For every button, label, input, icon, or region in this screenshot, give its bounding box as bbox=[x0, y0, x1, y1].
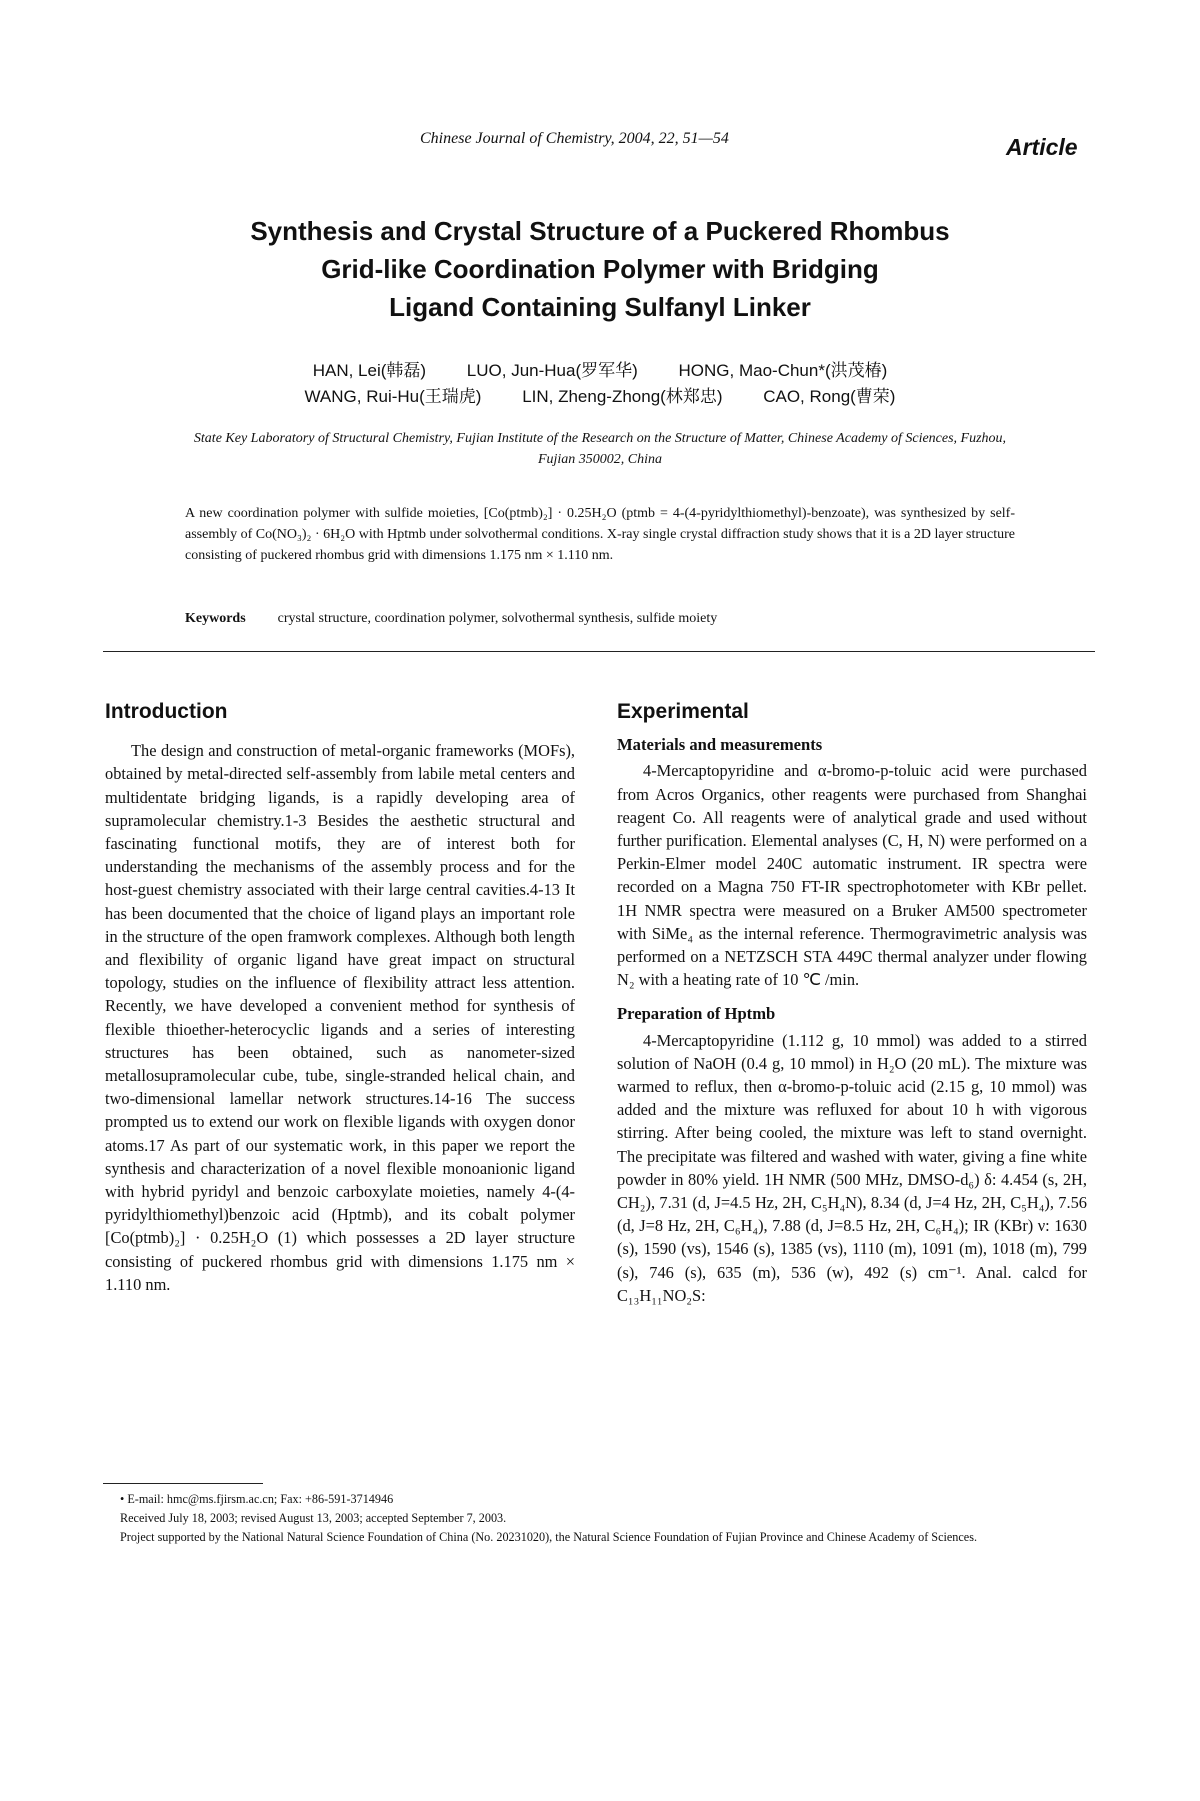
journal-citation: Chinese Journal of Chemistry, 2004, 22, 51—54 bbox=[420, 130, 729, 147]
author: LUO, Jun-Hua(罗军华) bbox=[466, 361, 638, 380]
author: WANG, Rui-Hu(王瑞虎) bbox=[304, 387, 482, 406]
affiliation: State Key Laboratory of Structural Chemistry, Fujian Institute of the Research on the Structure of Matter, Chinese Academy of Sciences, Fuzhou, Fujian 350002, China bbox=[193, 431, 1007, 467]
author: HONG, Mao-Chun*(洪茂椿) bbox=[678, 361, 888, 380]
footnote-funding: Project supported by the National Natural Science Foundation of China (No. 20231020), the Natural Science Foundation of Fujian Province and Chinese Academy of Sciences. bbox=[120, 1530, 977, 1544]
introduction-text: The design and construction of metal-organic frameworks (MOFs), obtained by metal-directed self-assembly from labile metal centers and multidentate bridging ligands, is a rapidly developing area of supramolecular chemistry.1-3 Besides the aesthetic structural and fascinating functional motifs, they are of interest both for understanding the mechanisms of the assembly process and for the host-guest chemistry associated with their large central cavities.4-13 It has been documented that the choice of ligand plays an important role in the structure of the open framwork complexes. Although both length and flexibility of organic ligand have great impact on structural topology, studies on the influence of flexibility attract less attention. Recently, we have developed a convenient method for synthesis of flexible thioether-heterocyclic ligands and a series of interesting structures has been obtained, such as nanometer-sized metallosupramolecular cube, tube, single-stranded helical chain, and two-dimensional lamellar network structures.14-16 The success prompted us to extend our work on flexible ligands with oxygen donor atoms.17 As part of our systematic work, in this paper we report the synthesis and characterization of a novel flexible monoanionic ligand with hybrid pyridyl and benzoic carboxylate moieties, namely 4-(4-pyridylthiomethyl)benzoic acid (Hptmb), and its cobalt polymer [Co(ptmb)₂] · 0.25H₂O (1) which possesses a 2D layer structure consisting of puckered rhombus grid with dimensions 1.175 nm × 1.110 nm. bbox=[105, 741, 575, 1294]
keywords bbox=[185, 611, 1015, 627]
author-row-2 bbox=[150, 384, 1050, 410]
introduction-section bbox=[105, 700, 575, 1296]
materials-text: 4-Mercaptopyridine and α-bromo-p-toluic acid were purchased from Acros Organics, other reagents were purchased from Shanghai reagent Co. All reagents were of analytical grade and used without further purification. Elemental analyses (C, H, N) were performed on a Perkin-Elmer model 240C automatic instrument. IR spectra were recorded on a Magna 750 FT-IR spectrophotometer with KBr pellet. 1H NMR spectra were measured on a Bruker AM500 spectrometer with SiMe₄ as the internal reference. Thermogravimetric analysis was performed on a NETZSCH STA 449C thermal analyzer under flowing N₂ with a heating rate of 10 ℃ /min. bbox=[617, 761, 1087, 990]
author-list bbox=[150, 358, 1050, 410]
author: HAN, Lei(韩磊) bbox=[312, 361, 427, 380]
experimental-section bbox=[617, 700, 1087, 1307]
footnote-divider bbox=[103, 1483, 263, 1484]
materials-subheading: Materials and measurements bbox=[617, 735, 823, 755]
author: LIN, Zheng-Zhong(林郑忠) bbox=[522, 387, 723, 406]
author-row-1 bbox=[150, 358, 1050, 384]
title-line-2: Grid-like Coordination Polymer with Bridging bbox=[321, 254, 879, 284]
preparation-subheading: Preparation of Hptmb bbox=[617, 1004, 776, 1024]
experimental-heading: Experimental bbox=[617, 700, 749, 723]
abstract: A new coordination polymer with sulfide moieties, [Co(ptmb)₂] · 0.25H₂O (ptmb = 4-(4-pyridylthiomethyl)-benzoate), was synthesized by self-assembly of Co(NO₃)₂ · 6H₂O with Hptmb under solvothermal conditions. X-ray single crystal diffraction study shows that it is a 2D layer structure consisting of puckered rhombus grid with dimensions 1.175 nm × 1.110 nm. bbox=[185, 506, 1015, 563]
title-line-3: Ligand Containing Sulfanyl Linker bbox=[389, 292, 811, 322]
section-divider bbox=[103, 651, 1095, 652]
article-type-label: Article bbox=[1006, 134, 1078, 160]
keywords-label: Keywords bbox=[185, 611, 246, 626]
author: CAO, Rong(曹荣) bbox=[763, 387, 896, 406]
paper-title bbox=[150, 212, 1050, 326]
preparation-text: 4-Mercaptopyridine (1.112 g, 10 mmol) was added to a stirred solution of NaOH (0.4 g, 10 mmol) in H₂O (20 mL). The mixture was warmed to reflux, then α-bromo-p-toluic acid (2.15 g, 10 mmol) was added and the mixture was refluxed for about 10 h with vigorous stirring. After being cooled, the mixture was left to stand overnight. The precipitate was filtered and washed with water, giving a fine white powder in 80% yield. 1H NMR (500 MHz, DMSO-d₆) δ: 4.454 (s, 2H, CH₂), 7.31 (d, J=4.5 Hz, 2H, C₅H₄N), 8.34 (d, J=4 Hz, 2H, C₅H₄), 7.56 (d, J=8 Hz, 2H, C₆H₄), 7.88 (d, J=8.5 Hz, 2H, C₆H₄); IR (KBr) ν: 1630 (s), 1590 (vs), 1546 (s), 1385 (vs), 1110 (m), 1091 (m), 1018 (m), 799 (s), 746 (s), 635 (m), 536 (w), 492 (s) cm⁻¹. Anal. calcd for C₁₃H₁₁NO₂S: bbox=[617, 1030, 1087, 1305]
footnotes bbox=[120, 1490, 1080, 1547]
footnote-received: Received July 18, 2003; revised August 13, 2003; accepted September 7, 2003. bbox=[120, 1511, 507, 1525]
introduction-heading: Introduction bbox=[105, 700, 228, 723]
title-line-1: Synthesis and Crystal Structure of a Puckered Rhombus bbox=[250, 216, 950, 246]
footnote-email: • E-mail: hmc@ms.fjirsm.ac.cn; Fax: +86-591-3714946 bbox=[120, 1492, 394, 1506]
keywords-text: crystal structure, coordination polymer, solvothermal synthesis, sulfide moiety bbox=[277, 611, 718, 626]
